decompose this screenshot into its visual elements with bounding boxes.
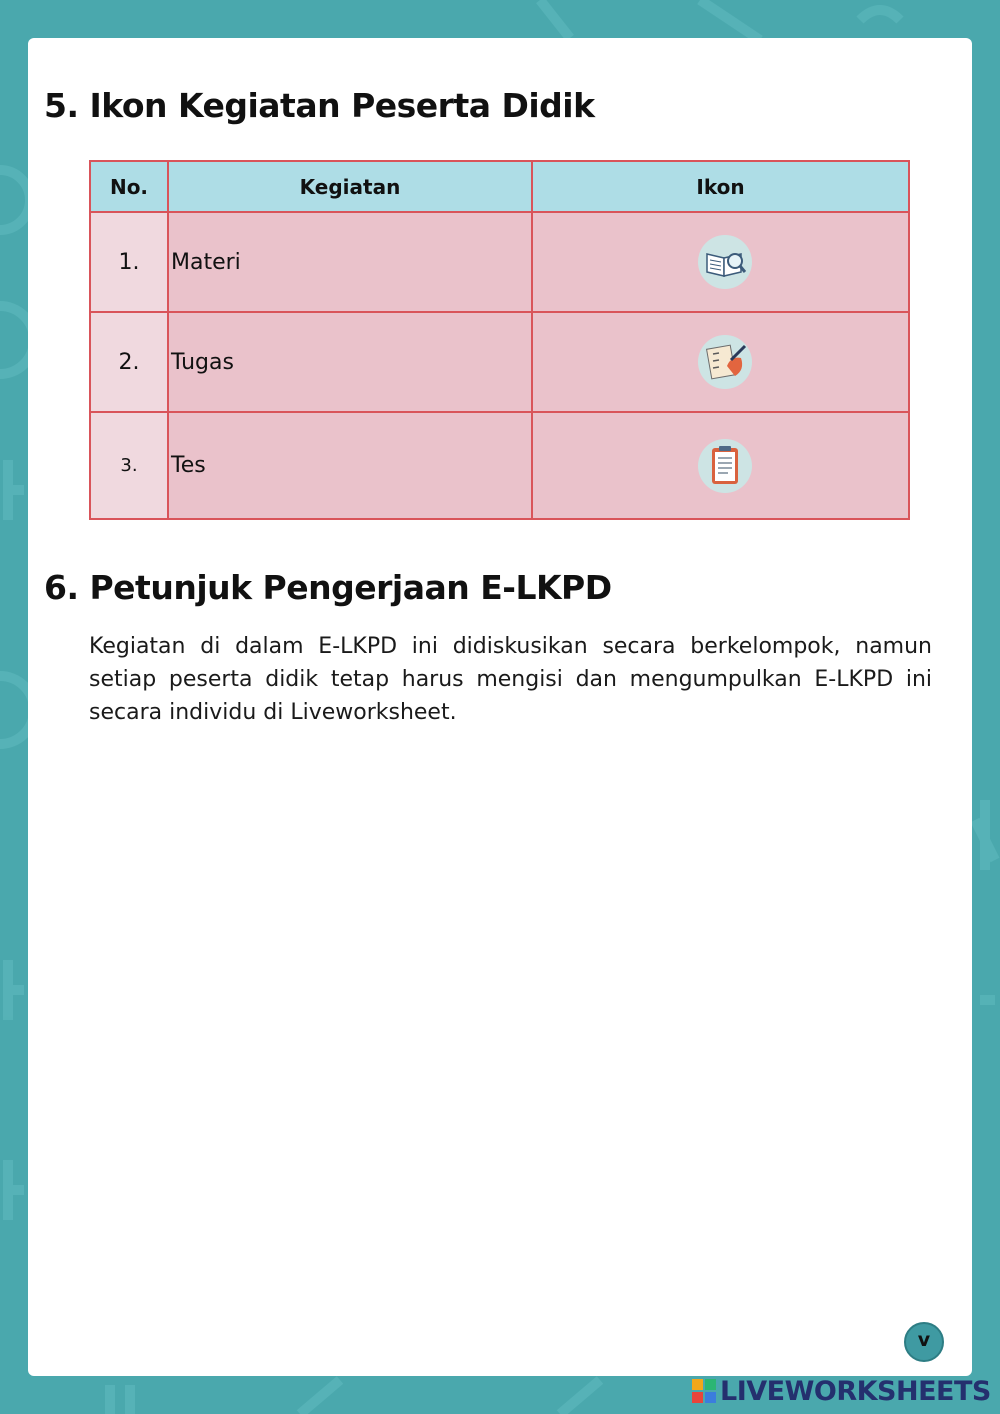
table-row: [90, 312, 909, 412]
notepad-test-icon: [697, 438, 753, 494]
row-activity: Tugas: [168, 312, 532, 412]
row-icon-cell: [532, 412, 909, 519]
table-row: [90, 212, 909, 312]
row-activity: Tes: [168, 412, 532, 519]
header-no: No.: [90, 161, 168, 212]
header-kegiatan: Kegiatan: [168, 161, 532, 212]
row-number: 1.: [90, 212, 168, 312]
liveworksheets-brand: LIVEWORKSHEETS: [720, 1375, 991, 1407]
table-header-row: [90, 161, 909, 212]
row-icon-cell: [532, 212, 909, 312]
worksheet-page: [28, 38, 972, 1376]
activity-icon-table: [89, 160, 910, 520]
section-6-title: 6. Petunjuk Pengerjaan E-LKPD: [44, 568, 612, 607]
row-activity: Materi: [168, 212, 532, 312]
header-ikon: Ikon: [532, 161, 909, 212]
page-number-badge: v: [904, 1322, 944, 1362]
checklist-pencil-icon: [697, 334, 753, 390]
row-number: 3.: [90, 412, 168, 519]
instruction-paragraph: Kegiatan di dalam E-LKPD ini didiskusikan secara berkelompok, namun setiap peserta didik tetap harus mengisi dan mengumpulkan E-LKPD ini secara individu di Liveworksheet.: [89, 634, 932, 725]
table-row: [90, 412, 909, 519]
row-icon-cell: [532, 312, 909, 412]
liveworksheets-footer[interactable]: [692, 1376, 991, 1406]
book-magnifier-icon: [697, 234, 753, 290]
section-5-title: 5. Ikon Kegiatan Peserta Didik: [44, 86, 595, 125]
row-number: 2.: [90, 312, 168, 412]
liveworksheets-logo-icon: [692, 1379, 716, 1403]
